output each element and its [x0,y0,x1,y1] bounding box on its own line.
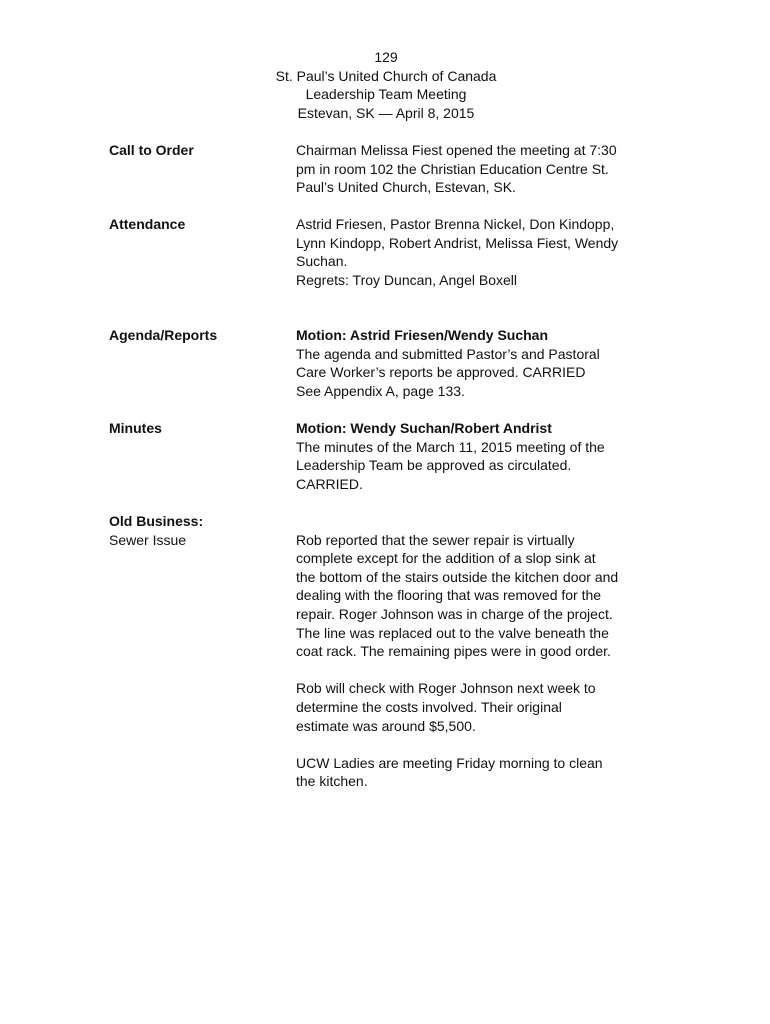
paragraph-gap [296,735,656,754]
text-line: repair. Roger Johnson was in charge of the project. [296,605,613,622]
motion-line: Motion: Wendy Suchan/Robert Andrist [296,420,552,436]
text-line: Rob will check with Roger Johnson next week to [296,680,596,697]
text-line: estimate was around $5,500. [296,717,476,734]
text-line: The line was replaced out to the valve beneath the [296,624,609,641]
motion-line: Motion: Astrid Friesen/Wendy Suchan [296,327,549,343]
text-line: CARRIED. [296,475,363,492]
text-line: Chairman Melissa Fiest opened the meeting at 7:30 [296,142,617,158]
text-line: The minutes of the March 11, 2015 meeting of the [296,438,605,455]
text-line: Suchan. [296,253,348,270]
text-line: the bottom of the stairs outside the kitchen door and [296,568,619,585]
text-line: Astrid Friesen, Pastor Brenna Nickel, Don Kindopp, [296,216,615,232]
old-business-heading: Old Business: [109,513,204,529]
text-line: pm in room 102 the Christian Education Centre St. [296,160,609,177]
section-label: Agenda/Reports [109,327,218,343]
text-line: Rob reported that the sewer repair is virtually [296,531,575,548]
section-label-group [109,512,289,549]
text-line: UCW Ladies are meeting Friday morning to clean [296,754,603,771]
section-content [296,141,656,197]
text-line: coat rack. The remaining pipes were in good order. [296,643,611,660]
text-line: dealing with the flooring that was removed for the [296,587,602,604]
page-header [0,48,770,122]
section-label: Attendance [109,216,186,232]
meeting-title: Leadership Team Meeting [305,86,467,103]
regrets-line: Regrets: Troy Duncan, Angel Boxell [296,271,518,288]
text-line: The agenda and submitted Pastor’s and Pastoral [296,345,600,362]
section-label: Call to Order [109,142,194,158]
section-content [296,215,656,289]
meeting-place-date: Estevan, SK — April 8, 2015 [297,104,475,121]
section-content [296,419,656,493]
sewer-issue-label: Sewer Issue [109,531,187,548]
text-line: Leadership Team be approved as circulated. [296,457,572,474]
organization-name: St. Paul’s United Church of Canada [275,67,497,84]
text-line: Lynn Kindopp, Robert Andrist, Melissa Fiest, Wendy [296,234,619,251]
text-line: Paul’s United Church, Estevan, SK. [296,179,516,196]
text-line: complete except for the addition of a slop sink at [296,550,596,567]
section-content [296,326,656,400]
paragraph-gap [296,661,656,680]
text-line: Care Worker’s reports be approved. CARRIED [296,364,586,381]
text-line: the kitchen. [296,773,368,790]
section-label: Minutes [109,420,162,436]
section-content [296,531,656,791]
page-number: 129 [374,49,398,65]
text-line: See Appendix A, page 133. [296,382,465,399]
text-line: determine the costs involved. Their original [296,698,562,715]
